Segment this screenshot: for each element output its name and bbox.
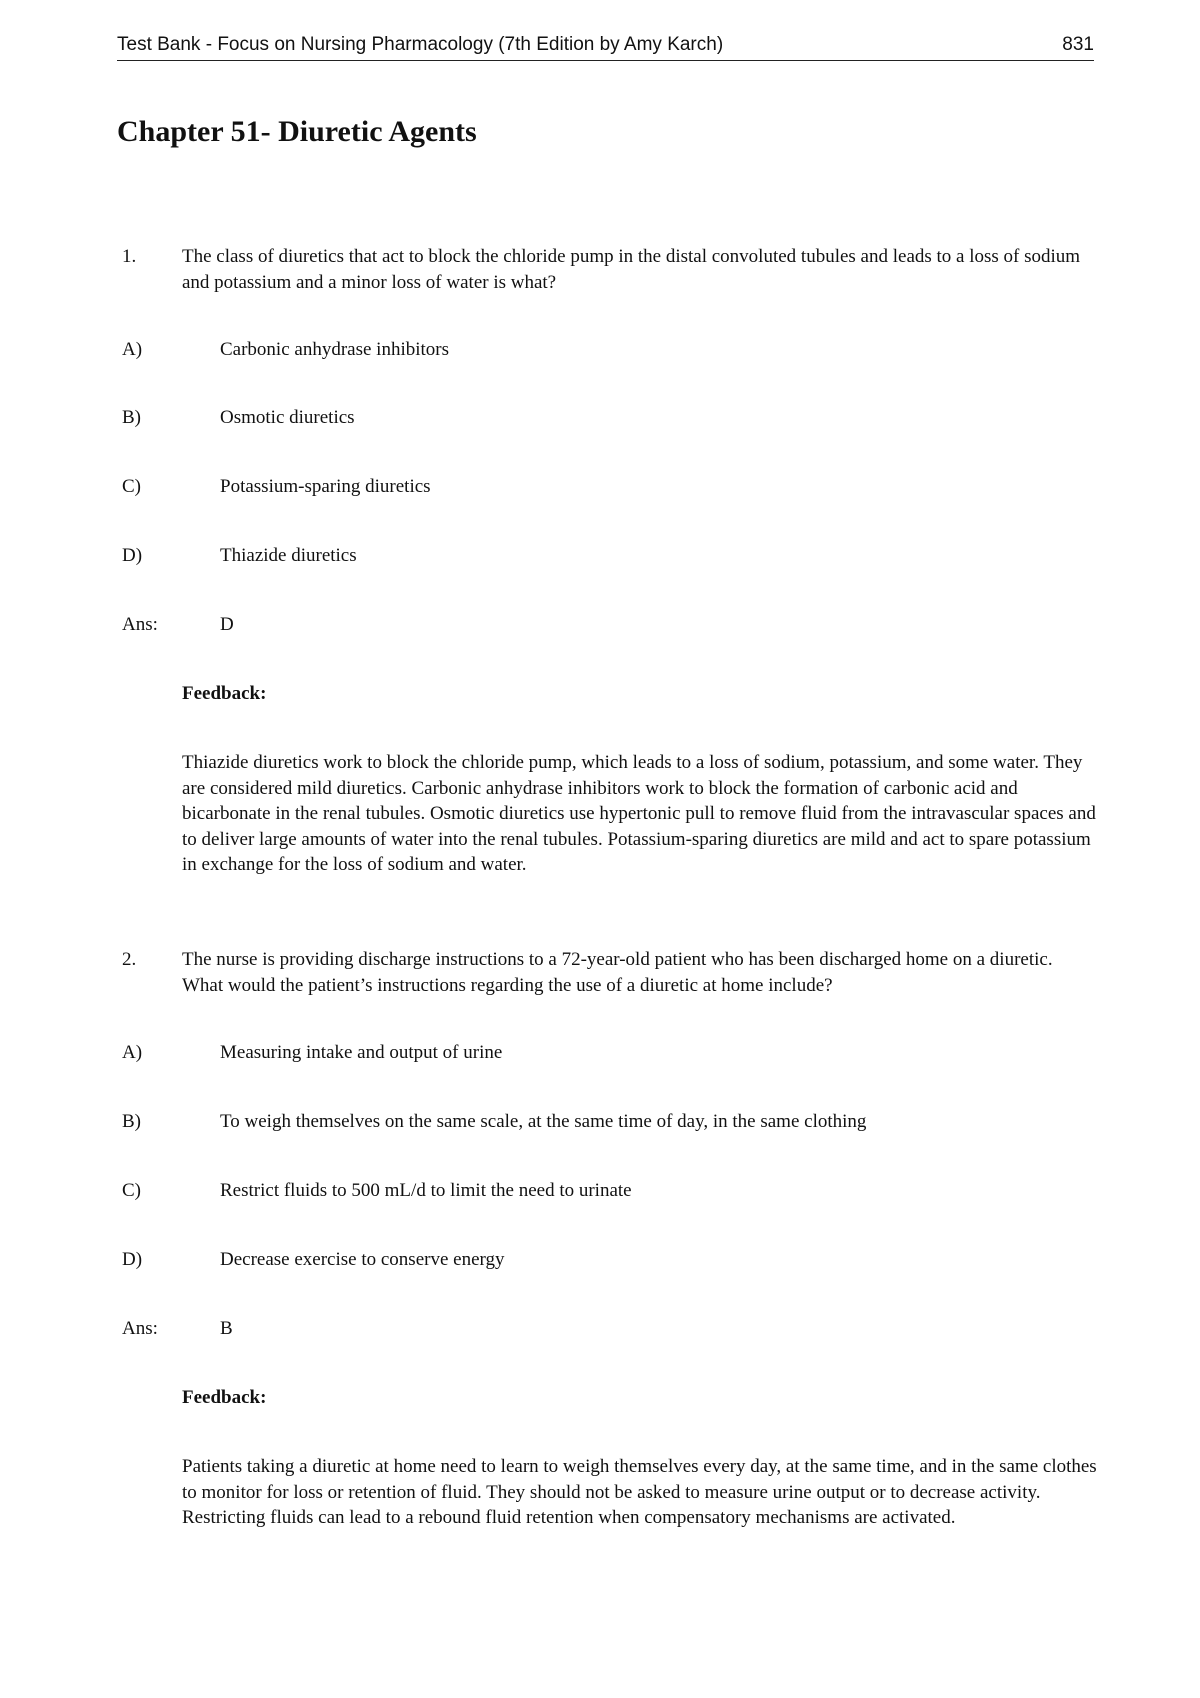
option-letter: C) [122,1180,141,1201]
option-letter: D) [122,1249,143,1270]
feedback-label: Feedback: [182,1387,267,1408]
answer-value: D [220,614,234,635]
feedback-label: Feedback: [182,683,267,704]
option-letter: B) [122,1111,141,1132]
option-text: Measuring intake and output of urine [220,1042,503,1063]
option-text: Decrease exercise to conserve energy [220,1249,505,1270]
option-text: Osmotic diuretics [220,407,355,428]
header-title: Test Bank - Focus on Nursing Pharmacology (7th Edition by Amy Karch) [117,34,724,55]
option-letter: D) [122,545,143,566]
option-letter: A) [122,1042,143,1063]
option-letter: B) [122,407,141,428]
answer-value: B [220,1318,233,1339]
question-stem: The class of diuretics that act to block the chloride pump in the distal convoluted tubules and leads to a loss of sodium and potassium and a minor loss of water is what? [182,246,1081,293]
question-stem: The nurse is providing discharge instructions to a 72-year-old patient who has been discharged home on a diuretic. What would the patient’s instructions regarding the use of a diuretic at home include? [182,949,1053,996]
chapter-title: Chapter 51- Diuretic Agents [117,115,477,148]
answer-label: Ans: [122,1318,158,1339]
option-text: Thiazide diuretics [220,545,357,566]
feedback-text: Thiazide diuretics work to block the chloride pump, which leads to a loss of sodium, potassium, and some water. They are considered mild diuretics. Carbonic anhydrase inhibitors work to block the formation of carbonic acid and bicarbonate in the renal tubules. Osmotic diuretics use hypertonic pull to remove fluid from the intravascular spaces and to deliver large amounts of water into the renal tubules. Potassium-sparing diuretics are mild and act to spare potassium in exchange for the loss of sodium and water. [182,752,1096,875]
option-text: Carbonic anhydrase inhibitors [220,339,450,360]
question-number: 1. [122,246,137,267]
option-text: Restrict fluids to 500 mL/d to limit the need to urinate [220,1180,632,1201]
option-text: Potassium-sparing diuretics [220,476,431,497]
option-letter: A) [122,339,143,360]
option-text: To weigh themselves on the same scale, at the same time of day, in the same clothing [220,1111,867,1132]
answer-label: Ans: [122,614,158,635]
feedback-text: Patients taking a diuretic at home need to learn to weigh themselves every day, at the same time, and in the same clothes to monitor for loss or retention of fluid. They should not be asked to measure urine output or to decrease activity. Restricting fluids can lead to a rebound fluid retention when compensatory mechanisms are activated. [182,1456,1097,1528]
page-header [117,34,1094,61]
question-number: 2. [122,949,137,970]
page-number: 831 [1062,34,1094,55]
option-letter: C) [122,476,141,497]
